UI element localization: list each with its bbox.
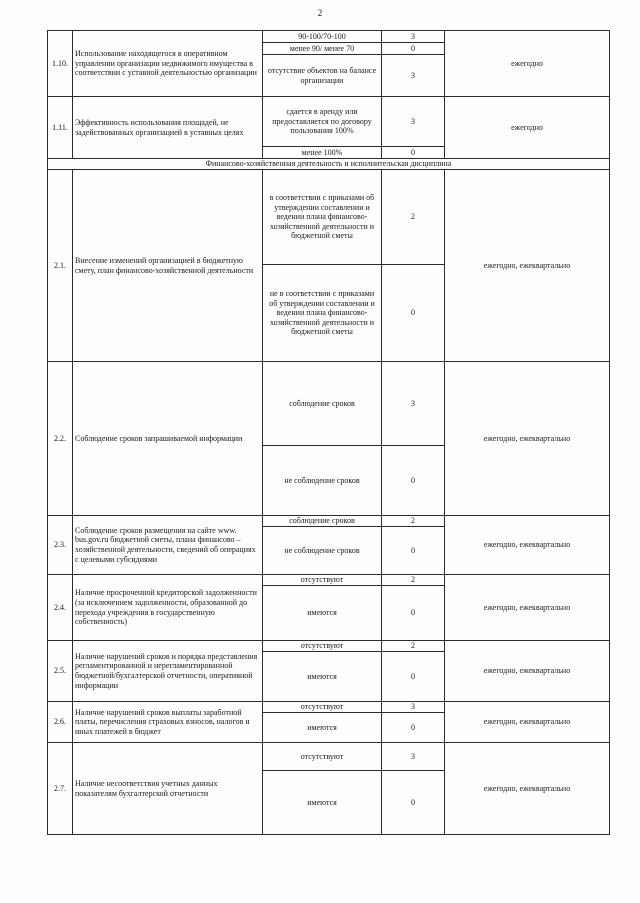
table-row xyxy=(48,97,610,147)
table-row xyxy=(48,702,610,713)
row-number: 2.2. xyxy=(48,362,73,516)
criterion-score: 0 xyxy=(382,771,445,835)
table-row xyxy=(48,516,610,527)
criterion-text: имеются xyxy=(263,586,382,641)
criterion-text: отсутствуют xyxy=(263,702,382,713)
period-cell: ежегодно, ежеквартально xyxy=(445,170,610,362)
criterion-text: не соблюдение сроков xyxy=(263,446,382,516)
criterion-score: 2 xyxy=(382,516,445,527)
criterion-text: менее 100% xyxy=(263,147,382,159)
criterion-score: 3 xyxy=(382,702,445,713)
indicator-name: Соблюдение сроков размещения на сайте www. bus.gov.ru бюджетной сметы, плана финансово – хозяйственной деятельности, сведений об операциях с целевыми субсидиями xyxy=(73,516,263,575)
section-heading: Финансово-хозяйственная деятельность и исполнительская дисциплина xyxy=(48,159,610,170)
indicator-name: Наличие нарушений сроков и порядка представления регламентированной и нерегламентированной бюджетной/бухгалтерской отчетности, оперативной информации xyxy=(73,641,263,702)
criterion-text: имеются xyxy=(263,771,382,835)
period-cell: ежегодно, ежеквартально xyxy=(445,743,610,835)
criterion-score: 3 xyxy=(382,55,445,97)
criterion-text: менее 90/ менее 70 xyxy=(263,43,382,55)
table-row xyxy=(48,362,610,446)
row-number: 1.10. xyxy=(48,31,73,97)
table-row xyxy=(48,170,610,265)
criterion-score: 3 xyxy=(382,31,445,43)
criterion-score: 0 xyxy=(382,713,445,743)
period-cell: ежегодно, ежеквартально xyxy=(445,641,610,702)
criterion-text: не в соответствии с приказами об утверждении составлении и ведении плана финансово-хозяйственной деятельности и бюджетной сметы xyxy=(263,265,382,362)
criterion-score: 3 xyxy=(382,97,445,147)
criteria-table xyxy=(47,30,610,835)
indicator-name: Эффективность использования площадей, не задействованных организацией в уставных целях xyxy=(73,97,263,159)
criterion-score: 0 xyxy=(382,586,445,641)
criterion-score: 0 xyxy=(382,446,445,516)
table-row xyxy=(48,641,610,652)
criterion-text: в соответствии с приказами об утверждении составлении и ведении плана финансово-хозяйственной деятельности и бюджетной сметы xyxy=(263,170,382,265)
criterion-text: отсутствуют xyxy=(263,575,382,586)
row-number: 2.3. xyxy=(48,516,73,575)
criterion-text: не соблюдение сроков xyxy=(263,527,382,575)
criterion-text: соблюдение сроков xyxy=(263,516,382,527)
period-cell: ежегодно, ежеквартально xyxy=(445,575,610,641)
criterion-text: соблюдение сроков xyxy=(263,362,382,446)
period-cell: ежегодно xyxy=(445,97,610,159)
criterion-text: сдается в аренду или предоставляется по договору пользования 100% xyxy=(263,97,382,147)
indicator-name: Наличие нарушений сроков выплаты заработной платы, перечисления страховых взносов, налогов и иных платежей в бюджет xyxy=(73,702,263,743)
table-row xyxy=(48,31,610,43)
criterion-score: 2 xyxy=(382,641,445,652)
criterion-score: 2 xyxy=(382,575,445,586)
indicator-name: Наличие просроченной кредиторской задолженности (за исключением задолженности, образованной до перехода учреждения в государственную собственность) xyxy=(73,575,263,641)
criterion-score: 0 xyxy=(382,147,445,159)
criterion-score: 3 xyxy=(382,743,445,771)
period-cell: ежегодно, ежеквартально xyxy=(445,702,610,743)
row-number: 2.5. xyxy=(48,641,73,702)
indicator-name: Наличие несоответствия учетных данных показателям бухгалтерской отчетности xyxy=(73,743,263,835)
criterion-text: имеются xyxy=(263,652,382,702)
criterion-score: 0 xyxy=(382,527,445,575)
criterion-score: 3 xyxy=(382,362,445,446)
criterion-score: 2 xyxy=(382,170,445,265)
indicator-name: Внесение изменений организацией в бюджетную смету, план финансово-хозяйственной деятельности xyxy=(73,170,263,362)
period-cell: ежегодно, ежеквартально xyxy=(445,362,610,516)
page-number: 2 xyxy=(317,8,323,18)
criterion-text: имеются xyxy=(263,713,382,743)
period-cell: ежегодно xyxy=(445,31,610,97)
row-number: 2.6. xyxy=(48,702,73,743)
table-row xyxy=(48,575,610,586)
criterion-text: 90-100/70-100 xyxy=(263,31,382,43)
indicator-name: Соблюдение сроков запрашиваемой информации xyxy=(73,362,263,516)
table-row xyxy=(48,743,610,771)
row-number: 2.4. xyxy=(48,575,73,641)
criterion-text: отсутствуют xyxy=(263,641,382,652)
criterion-score: 0 xyxy=(382,43,445,55)
row-number: 2.1. xyxy=(48,170,73,362)
criterion-score: 0 xyxy=(382,652,445,702)
criterion-score: 0 xyxy=(382,265,445,362)
indicator-name: Использование находящегося в оперативном управлении организации недвижимого имущества в соответствии с уставной деятельностью организации xyxy=(73,31,263,97)
row-number: 1.11. xyxy=(48,97,73,159)
period-cell: ежегодно, ежеквартально xyxy=(445,516,610,575)
criterion-text: отсутствие объектов на балансе организации xyxy=(263,55,382,97)
row-number: 2.7. xyxy=(48,743,73,835)
criterion-text: отсутствуют xyxy=(263,743,382,771)
